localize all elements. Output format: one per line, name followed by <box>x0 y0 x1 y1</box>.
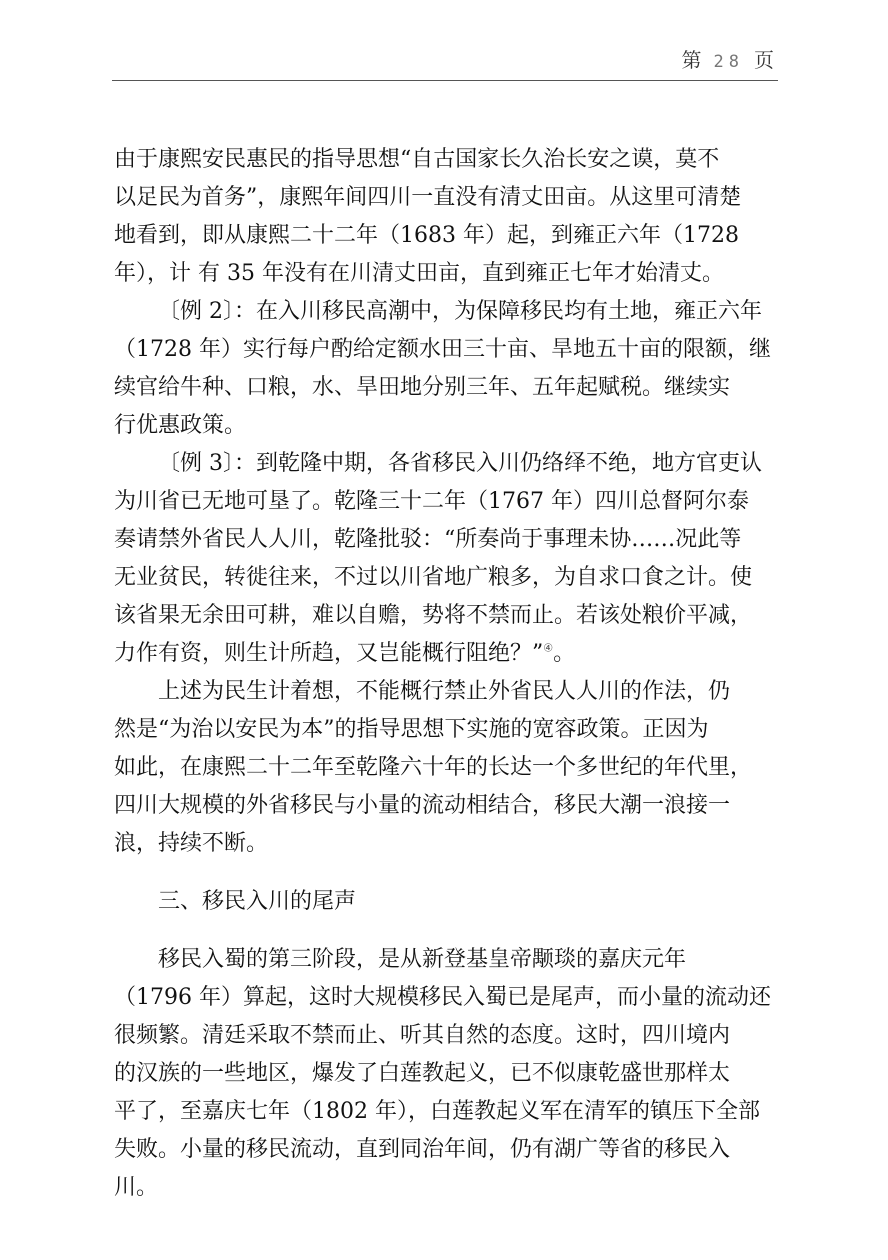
text-line: 然是“为治以安民为本”的指导思想下实施的宽容政策。正因为 <box>114 717 709 742</box>
text-line: 上述为民生计着想，不能概行禁止外省民人人川的作法，仍 <box>158 679 731 704</box>
header-rule <box>112 80 778 81</box>
text-line: （1728 年）实行每户酌给定额水田三十亩、旱地五十亩的限额，继 <box>114 337 771 362</box>
page-header <box>0 44 776 73</box>
text-line: 以足民为首务”，康熙年间四川一直没有清丈田亩。从这里可清楚 <box>114 185 742 210</box>
paragraph-third-stage <box>114 941 774 1207</box>
paragraph-summary <box>114 673 774 863</box>
text-line: 行优惠政策。 <box>114 413 247 438</box>
section-spacer <box>114 921 774 941</box>
text-line-tail: 。 <box>553 641 576 666</box>
text-line: 奏请禁外省民人人川，乾隆批驳：“所奏尚于事理未协……况此等 <box>114 527 742 552</box>
paragraph-example-2 <box>114 293 774 445</box>
text-line: 为川省已无地可垦了。乾隆三十二年（1767 年）四川总督阿尔泰 <box>114 489 749 514</box>
text-line: 该省果无余田可耕，难以自赡，势将不禁而止。若该处粮价平减， <box>114 603 753 628</box>
document-body <box>114 141 774 1207</box>
page-number: 28 <box>713 52 744 72</box>
footnote-mark: ④ <box>543 641 554 655</box>
paragraph-1 <box>114 141 774 293</box>
text-line: 平了，至嘉庆七年（1802 年），白莲教起义军在清军的镇压下全部 <box>114 1099 760 1124</box>
text-line-with-footnote <box>114 635 774 673</box>
section-heading-text: 三、移民入川的尾声 <box>158 889 357 914</box>
text-line: 四川大规模的外省移民与小量的流动相结合，移民大潮一浪接一 <box>114 793 731 818</box>
text-line: 由于康熙安民惠民的指导思想“自古国家长久治长安之谟，莫不 <box>114 147 720 172</box>
text-line: （1796 年）算起，这时大规模移民入蜀已是尾声，而小量的流动还 <box>114 985 771 1010</box>
text-line: 浪，持续不断。 <box>114 831 269 856</box>
text-line: 很频繁。清廷采取不禁而止、听其自然的态度。这时，四川境内 <box>114 1023 731 1048</box>
page-label-left: 第 <box>681 48 704 72</box>
text-line: 力作有资，则生计所趋，又岂能概行阻绝？” <box>114 641 544 666</box>
text-line: 〔例 2〕：在入川移民高潮中，为保障移民均有土地，雍正六年 <box>158 299 762 324</box>
section-heading <box>114 883 774 921</box>
text-line: 的汉族的一些地区，爆发了白莲教起义，已不似康乾盛世那样太 <box>114 1061 731 1086</box>
text-line: 如此，在康熙二十二年至乾隆六十年的长达一个多世纪的年代里， <box>114 755 753 780</box>
text-line: 年），计 有 35 年没有在川清丈田亩，直到雍正七年才始清丈。 <box>114 261 724 286</box>
text-line: 地看到，即从康熙二十二年（1683 年）起，到雍正六年（1728 <box>114 223 739 248</box>
section-spacer <box>114 863 774 883</box>
text-line: 移民入蜀的第三阶段，是从新登基皇帝颙琰的嘉庆元年 <box>158 947 687 972</box>
text-line: 无业贫民，转徙往来，不过以川省地广粮多，为自求口食之计。使 <box>114 565 753 590</box>
page-label-right: 页 <box>754 48 776 72</box>
paragraph-example-3 <box>114 445 774 673</box>
text-line: 失败。小量的移民流动，直到同治年间，仍有湖广等省的移民入 <box>114 1137 731 1162</box>
text-line: 〔例 3〕：到乾隆中期，各省移民入川仍络绎不绝，地方官吏认 <box>158 451 762 476</box>
text-line: 续官给牛种、口粮，水、旱田地分别三年、五年起赋税。继续实 <box>114 375 731 400</box>
text-line: 川。 <box>114 1175 159 1200</box>
